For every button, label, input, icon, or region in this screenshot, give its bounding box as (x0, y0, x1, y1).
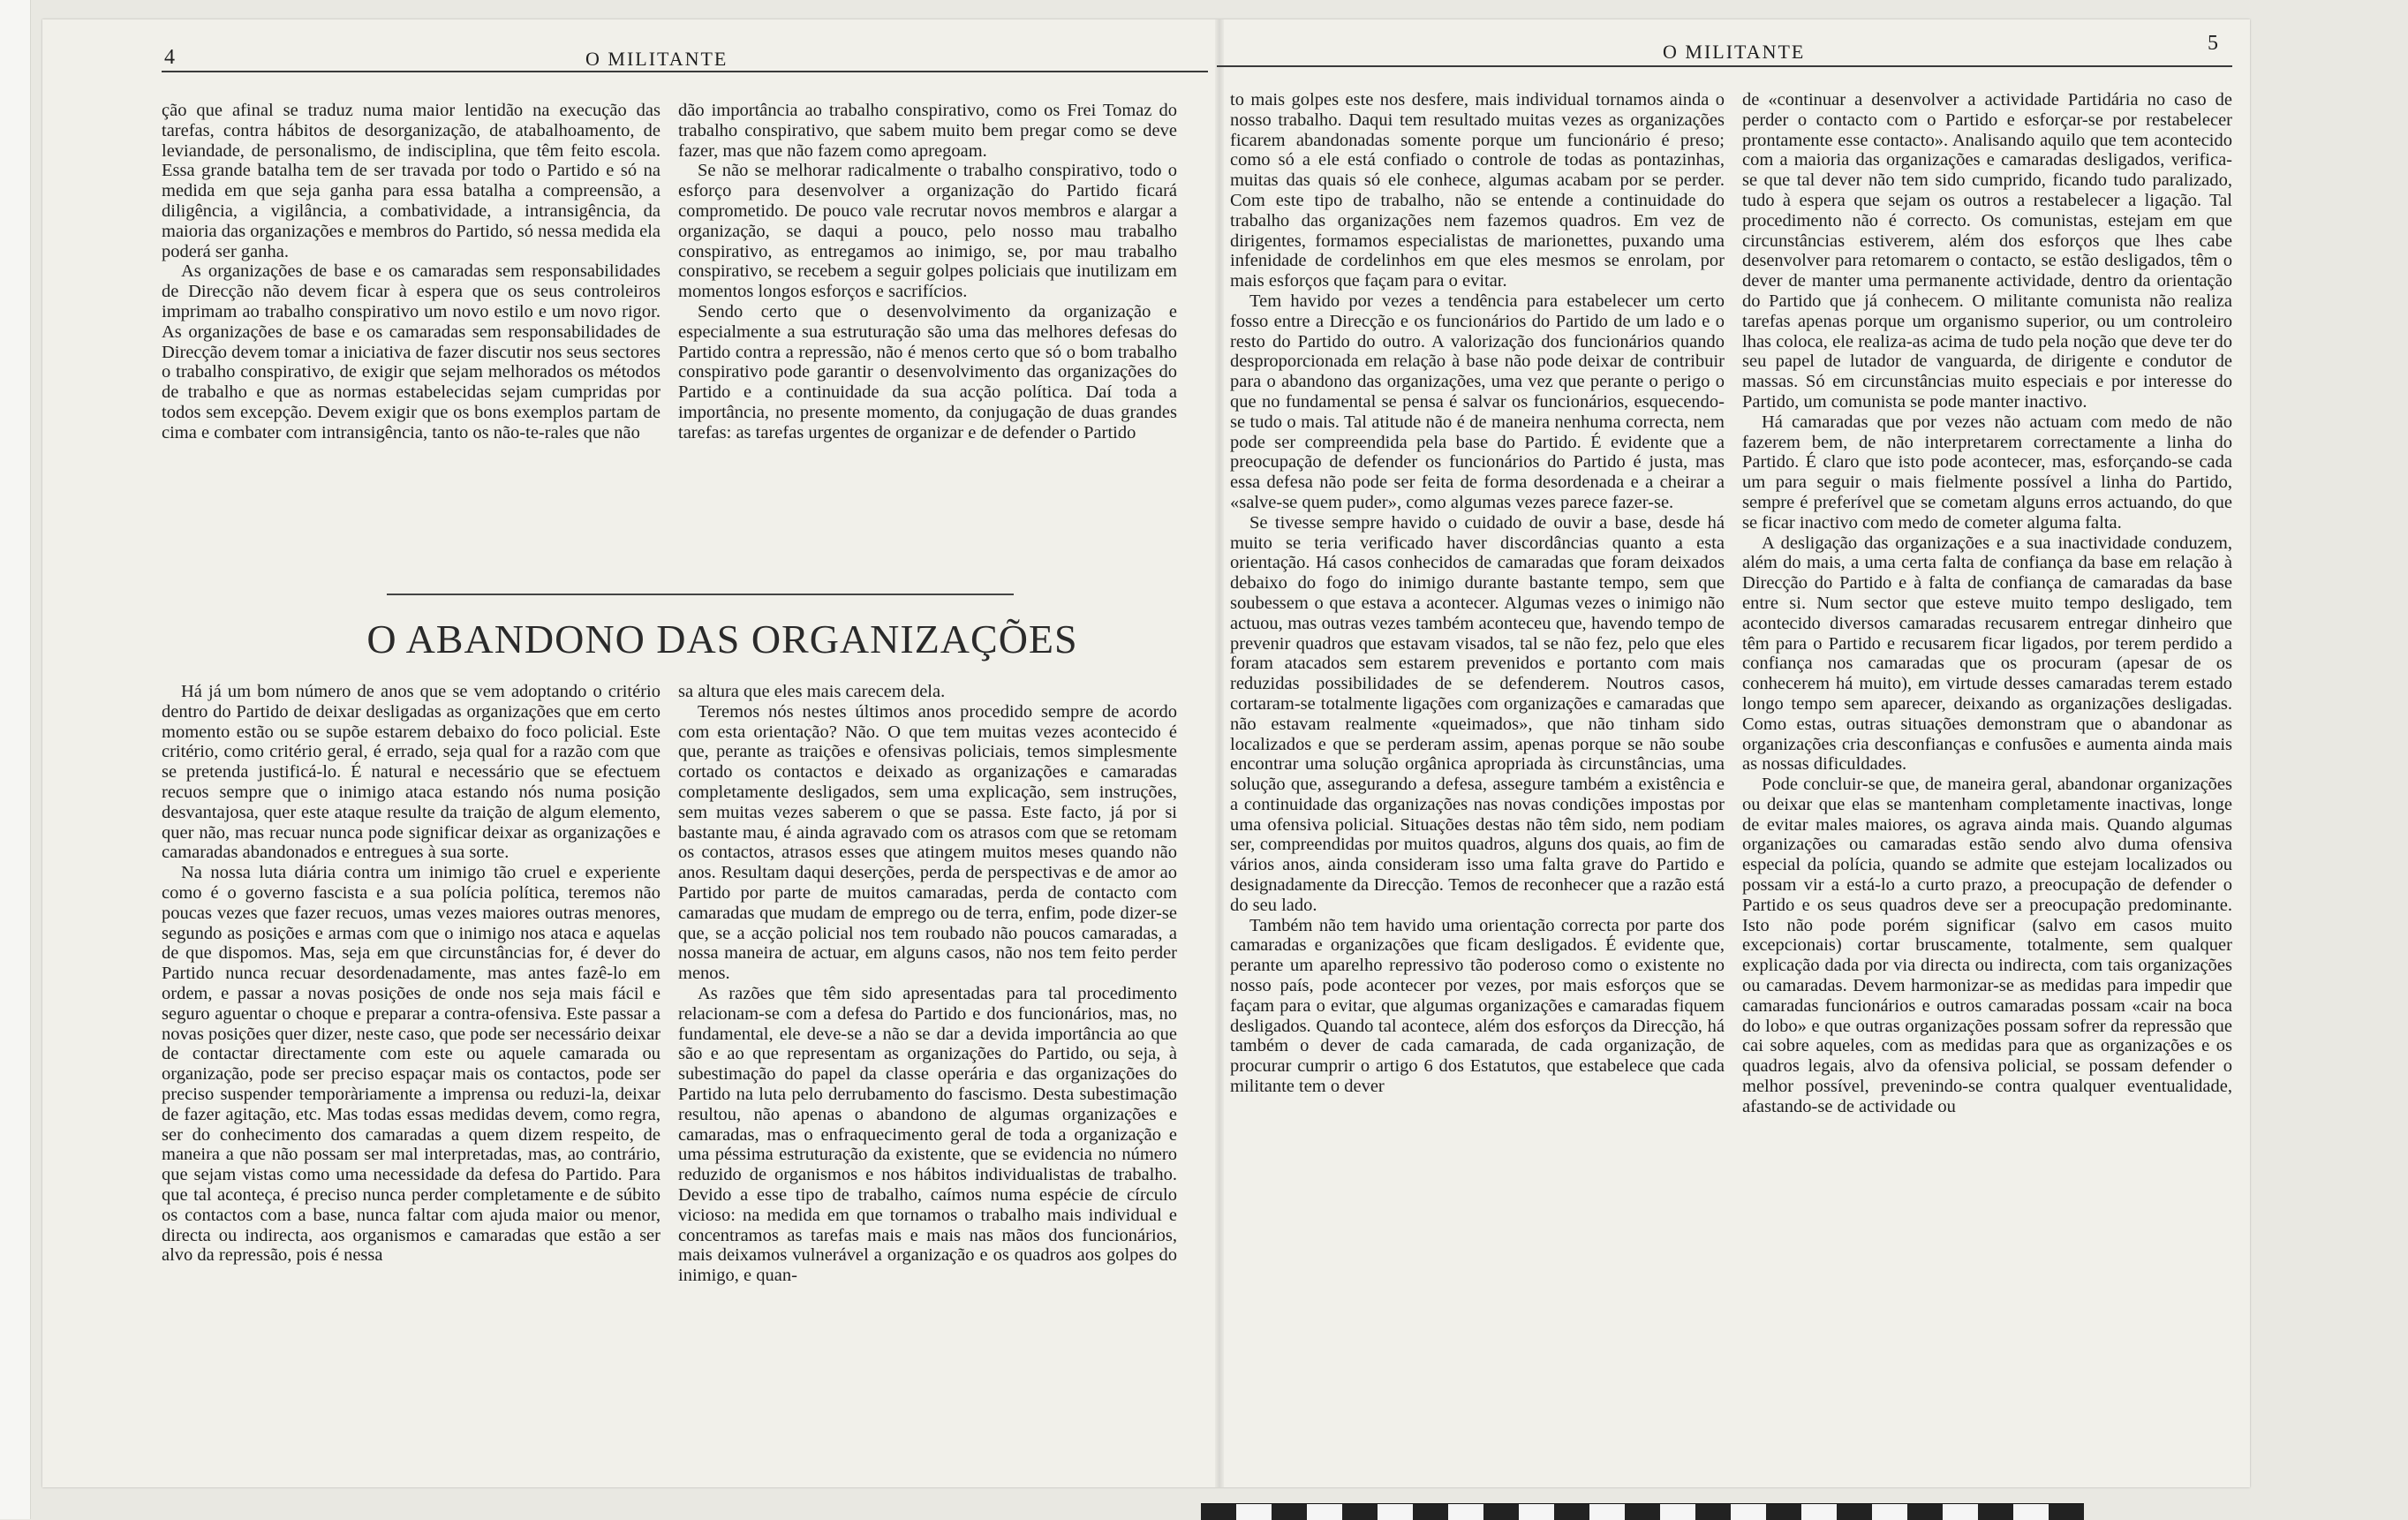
paragraph: As razões que têm sido apresentadas para tal procedimento relacionam-se com a defesa do Partido e dos funcionários, mas, no fundamental, ele deve-se a não se dar a devida importância ao que são e ao que representam as organizações do Partido, ou seja, à subestimação do papel da classe operária e das organizações do Partido na luta pelo derrubamento do fascismo. Desta subestimação resultou, não apenas o abandono de algumas organizações e camaradas, mas o enfraquecimento geral de toda a organização e uma péssima estruturação da existente, que se evidencia no número reduzido de organismos e nos hábitos individualistas de trabalho. Devido a esse tipo de trabalho, caímos numa espécie de círculo vicioso: na medida em que tornamos o trabalho mais individual e concentramos as tarefas mais e mais nas mãos dos funcionários, mais deixamos vulnerável a organização e os quadros aos golpes do inimigo, e quan- (678, 983, 1177, 1286)
top-article-column-1 (162, 101, 661, 569)
article-headline: O ABANDONO DAS ORGANIZAÇÕES (366, 616, 1078, 662)
paragraph: Se não se melhorar radicalmente o trabalho conspirativo, todo o esforço para desenvolver a organização do Partido ficará comprometido. De pouco vale recrutar novos membros e alargar a organização, se daqui a pouco, pelo nosso mau trabalho conspirativo, as entregamos ao inimigo, se, por mau trabalho conspirativo, se recebem a seguir golpes policiais que inutilizam em momentos longos esforços e sacrifícios. (678, 161, 1177, 302)
section-separator (387, 594, 1014, 595)
paragraph: As organizações de base e os camaradas sem responsabilidades de Direcção não devem ficar à espera que os seus controleiros imprimam ao trabalho conspirativo um novo estilo e um novo rigor. As organizações de base e os camaradas sem responsabilidades de Direcção devem tomar a iniciativa de fazer discutir nos seus sectores o trabalho conspirativo, de exigir que sejam melhorados os métodos de trabalho e que as normas estabelecidas sejam cumpridas por todos sem excepção. Devem exigir que os bons exemplos partam de cima e combater com intransigência, tanto os não-te-rales que não (162, 261, 661, 442)
main-article-column-1 (162, 682, 661, 1477)
right-page-number: 5 (2208, 32, 2218, 55)
scale-ruler (1201, 1503, 2084, 1520)
left-running-title: O MILITANTE (585, 48, 728, 70)
main-article-column-4 (1742, 90, 2232, 1481)
paragraph: sa altura que eles mais carecem dela. (678, 682, 946, 701)
paragraph: Teremos nós nestes últimos anos procedido sempre de acordo com esta orientação? Não. O que tem muitas vezes acontecido é que, perante as traições e ofensivas policiais, temos simplesmente cortado os contactos e deixado as organizações e camaradas completamente desligados, sem uma explicação, sem instruções, sem muitas vezes saberem o que se passa. Este facto, já por si bastante mau, é ainda agravado com os atrasos com que se retomam os contactos, atrasos esses que atingem muitos meses quando não anos. Resultam daqui deserções, perda de perspectivas e de amor ao Partido por parte de muitos camaradas, perda de contacto com camaradas que mudam de emprego ou de terra, enfim, pode dizer-se que, se a acção policial nos tem roubado não poucos camaradas, a nossa maneira de actuar, em alguns casos, não nos tem feito perder menos. (678, 701, 1177, 984)
right-header-rule (1217, 65, 2232, 67)
paragraph: ção que afinal se traduz numa maior lentidão na execução das tarefas, contra hábitos de desorganização, de atabalhoamento, de leviandade, de personalismo, de indisciplina, que têm feito escola. Essa grande batalha tem de ser travada por todo o Partido e só na medida em que seja ganha para essa batalha a compreensão, a diligência, a vigilância, a combatividade, a intransigência, da maioria das organizações e membros do Partido, só nessa medida ela poderá ser ganha. (162, 101, 661, 261)
paragraph: Pode concluir-se que, de maneira geral, abandonar organizações ou deixar que elas se mantenham completamente inactivas, longe de evitar males maiores, os agrava ainda mais. Quando algumas organizações ou camaradas estão sendo alvo duma ofensiva especial da polícia, quando se admite que estejam localizados ou possam vir a está-lo a curto prazo, a preocupação de defender o Partido e os seus quadros deve ser a preocupação predominante. Isto não pode porém significar (salvo em casos muito excepcionais) cortar bruscamente, totalmente, sem qualquer explicação dada por via directa ou indirecta, com tais organizações ou camaradas. Devem harmonizar-se as medidas para impedir que camaradas funcionários e outros camaradas possam «cair na boca do lobo» e que outras organizações possam sofrer da repressão que cai sobre aqueles, com as medidas para que as organizações e os quadros legais, alvo da ofensiva policial, se possam defender o melhor possível, prevenindo-se contra qualquer eventualidade, afastando-se de actividade ou (1742, 775, 2232, 1116)
paragraph: Também não tem havido uma orientação correcta por parte dos camaradas e organizações que ficam desligados. É evidente que, perante um aparelho repressivo tão poderoso como o existente no nosso país, pode acontecer por vezes, por mais esforços que se façam para o evitar, que algumas organizações e camaradas fiquem desligados. Quando tal acontece, além dos esforços da Direcção, há também o dever de cada camarada, de cada organização, de procurar cumprir o artigo 6 dos Estatutos, que estabelece que cada militante tem o dever (1230, 915, 1725, 1097)
paragraph: to mais golpes este nos desfere, mais individual tornamos ainda o nosso trabalho. Daqui tem resultado muitas vezes as organizações ficarem abandonadas somente porque um funcionário é preso; como só a ele está confiado o controle de todas as pontazinhas, muitas das quais só ele conhece, algumas acabam por se perder. Com este tipo de trabalho, não se entende a continuidade do trabalho das organizações nem fazemos quadros. Em vez de dirigentes, formamos especialistas de marionettes, puxando uma infenidade de cordelinhos em que eles mesmos se enrolam, por mais esforços que façam para o evitar. (1230, 90, 1725, 291)
scanner-strip-bottom (0, 954, 31, 1519)
page-fold (1215, 19, 1224, 1487)
paragraph: dão importância ao trabalho conspirativo, como os Frei Tomaz do trabalho conspirativo, que sabem muito bem pregar como se deve fazer, mas que não fazem como apregoam. (678, 101, 1177, 161)
paragraph: Na nossa luta diária contra um inimigo tão cruel e experiente como é o governo fascista e a sua polícia política, teremos não poucas vezes que fazer recuos, umas vezes maiores outras menores, segundo as posições e armas com que o inimigo nos ataca e aquelas de que dispomos. Mas, seja em que circunstâncias for, é dever do Partido nunca recuar desordenadamente, mas antes fazê-lo em ordem, e passar a novas posições de onde nos seja mais fácil e seguro aguentar o choque e preparar a contra-ofensiva. Este passar a novas posições quer dizer, neste caso, que pode ser necessário deixar de contactar directamente com este ou aquele camarada ou organização, pode ser preciso espaçar mais os contactos, pode ser preciso suspender temporàriamente a imprensa ou reduzi-la, deixar de fazer agitação, etc. Mas todas essas medidas devem, como regra, ser do conhecimento dos camaradas a quem dizem respeito, de maneira a que não possam ser mal interpretadas, mas, ao contrário, que sejam vistas como uma necessidade da defesa do Partido. Para que tal aconteça, é preciso nunca perder completamente e de súbito os contactos com a base, nunca faltar com ajuda maior ou menor, directa ou indirecta, aos organismos e camaradas que estão a ser alvo da repressão, pois é nessa (162, 863, 661, 1266)
paragraph: Se tivesse sempre havido o cuidado de ouvir a base, desde há muito se teria verificado haver discordâncias quanto a esta orientação. Há casos conhecidos de camaradas que foram deixados debaixo do fogo do inimigo durante bastante tempo, sem que soubessem o que estava a acontecer. Algumas vezes o inimigo não actuou, mas outras vezes também aconteceu que, havendo tempo de prevenir quadros que estavam visados, tal se não fez, pelo que eles foram atacados sem estarem prevenidos e portanto com mais reduzidas possibilidades de se defenderem. Noutros casos, cortaram-se totalmente ligações com organizações e camaradas que não estavam realmente «queimados», que não tinham sido localizados e que se perderam assim, apenas porque se não soube encontrar uma solução orgânica apropriada às circunstâncias, uma solução que, assegurando a defesa, assegure também a existência e a continuidade das organizações nas novas condições impostas por uma ofensiva policial. Situações destas não têm sido, nem podiam ser, compreendidas por muitos quadros, alguns dos quais, ao fim de vários anos, ainda consideram isso uma falta grave do Partido e designadamente da Direcção. Temos de reconhecer que a razão está do seu lado. (1230, 512, 1725, 915)
left-header-rule (162, 71, 1208, 72)
main-article-column-3 (1230, 90, 1725, 1481)
paragraph: Há já um bom número de anos que se vem adoptando o critério dentro do Partido de deixar desligadas as organizações que em certo momento estão ou se supõe estarem debaixo do foco policial. Este critério, como critério geral, é errado, seja qual for a razão com que se pretenda justificá-lo. É natural e necessário que se efectuem recuos sempre que o inimigo ataca estando nós numa posição desvantajosa, quer este ataque resulte da traição de algum elemento, quer não, mas recuar nunca pode significar deixar as organizações e camaradas abandonados e entregues à sua sorte. (162, 682, 661, 863)
paragraph: Há camaradas que por vezes não actuam com medo de não fazerem bem, de não interpretarem correctamente a linha do Partido. É claro que isto pode acontecer, mas, esforçando-se cada um para seguir o mais fielmente possível a linha do Partido, sempre é preferível que se cometam alguns erros actuando, do que se ficar inactivo com medo de cometer alguma falta. (1742, 412, 2232, 533)
paragraph: de «continuar a desenvolver a actividade Partidária no caso de perder o contacto com o Partido e esforçar-se por restabelecer prontamente esse contacto». Analisando aquilo que tem acontecido com a maioria das organizações e camaradas desligados, verifica-se que tal dever não tem sido cumprido, ficando tudo paralizado, tudo à espera que sejam os outros a restabelecer a ligação. Tal procedimento não é correcto. Os comunistas, estejam em que circunstâncias estiverem, além dos esforços que lhes cabe desenvolver para retomarem o contacto, se estão desligados, têm o dever de manter uma permanente actividade, dentro da orientação do Partido que já conhecem. O militante comunista não realiza tarefas apenas porque um organismo superior, ou um controleiro lhas coloca, ele realiza-as acima de tudo pela noção que deve ter do seu papel de lutador de vanguarda, de dirigente e condutor de massas. Só em circunstâncias muito especiais e por interesse do Partido, um comunista se pode manter inactivo. (1742, 90, 2232, 412)
top-article-column-2 (678, 101, 1177, 569)
paragraph: Tem havido por vezes a tendência para estabelecer um certo fosso entre a Direcção e os funcionários do Partido de um lado e o resto do Partido do outro. A valorização dos funcionários quando desproporcionada em relação à base não pode deixar de contribuir para o abandono das organizações, uma vez que perante o perigo o que no fundamental se pensa é salvar os funcionários, esquecendo-se tudo o mais. Tal atitude não é de maneira nenhuma correcta, nem pode ser compreendida pela base do Partido. É evidente que a preocupação de defender os funcionários do Partido é justa, mas essa defesa não pode ser feita de forma desordenada e a cheirar a «salve-se quem puder», como algumas vezes parece fazer-se. (1230, 291, 1725, 512)
paragraph: A desligação das organizações e a sua inactividade conduzem, além do mais, a uma certa falta de confiança da base em relação à Direcção do Partido e à falta de confiança de camaradas da base entre si. Num sector que esteve muito tempo desligado, tem acontecido diversos camaradas recusarem entregar dinheiro que têm para o Partido e recusarem ficar ligados, por terem perdido a confiança nos camaradas que os procuram (apesar de os conhecerem há muito), em virtude desses camaradas terem estado longo tempo sem aparecer, deixando as organizações desligadas. Como estas, outras situações demonstram que o abandonar as organizações cria desconfianças e confusões e aumenta ainda mais as nossas dificuldades. (1742, 533, 2232, 775)
scanner-strip-top (0, 0, 31, 954)
newspaper-spread (42, 19, 2250, 1487)
right-running-title: O MILITANTE (1663, 41, 1806, 63)
left-page-number: 4 (164, 46, 175, 69)
paragraph: Sendo certo que o desenvolvimento da organização e especialmente a sua estruturação são uma das melhores defesas do Partido contra a repressão, não é menos certo que só o bom trabalho conspirativo pode garantir o desenvolvimento das organizações do Partido e a continuidade da sua acção política. Daí toda a importância, no presente momento, da conjugação de duas grandes tarefas: as tarefas urgentes de organizar e de defender o Partido (678, 301, 1177, 442)
main-article-column-2 (678, 682, 1177, 1477)
